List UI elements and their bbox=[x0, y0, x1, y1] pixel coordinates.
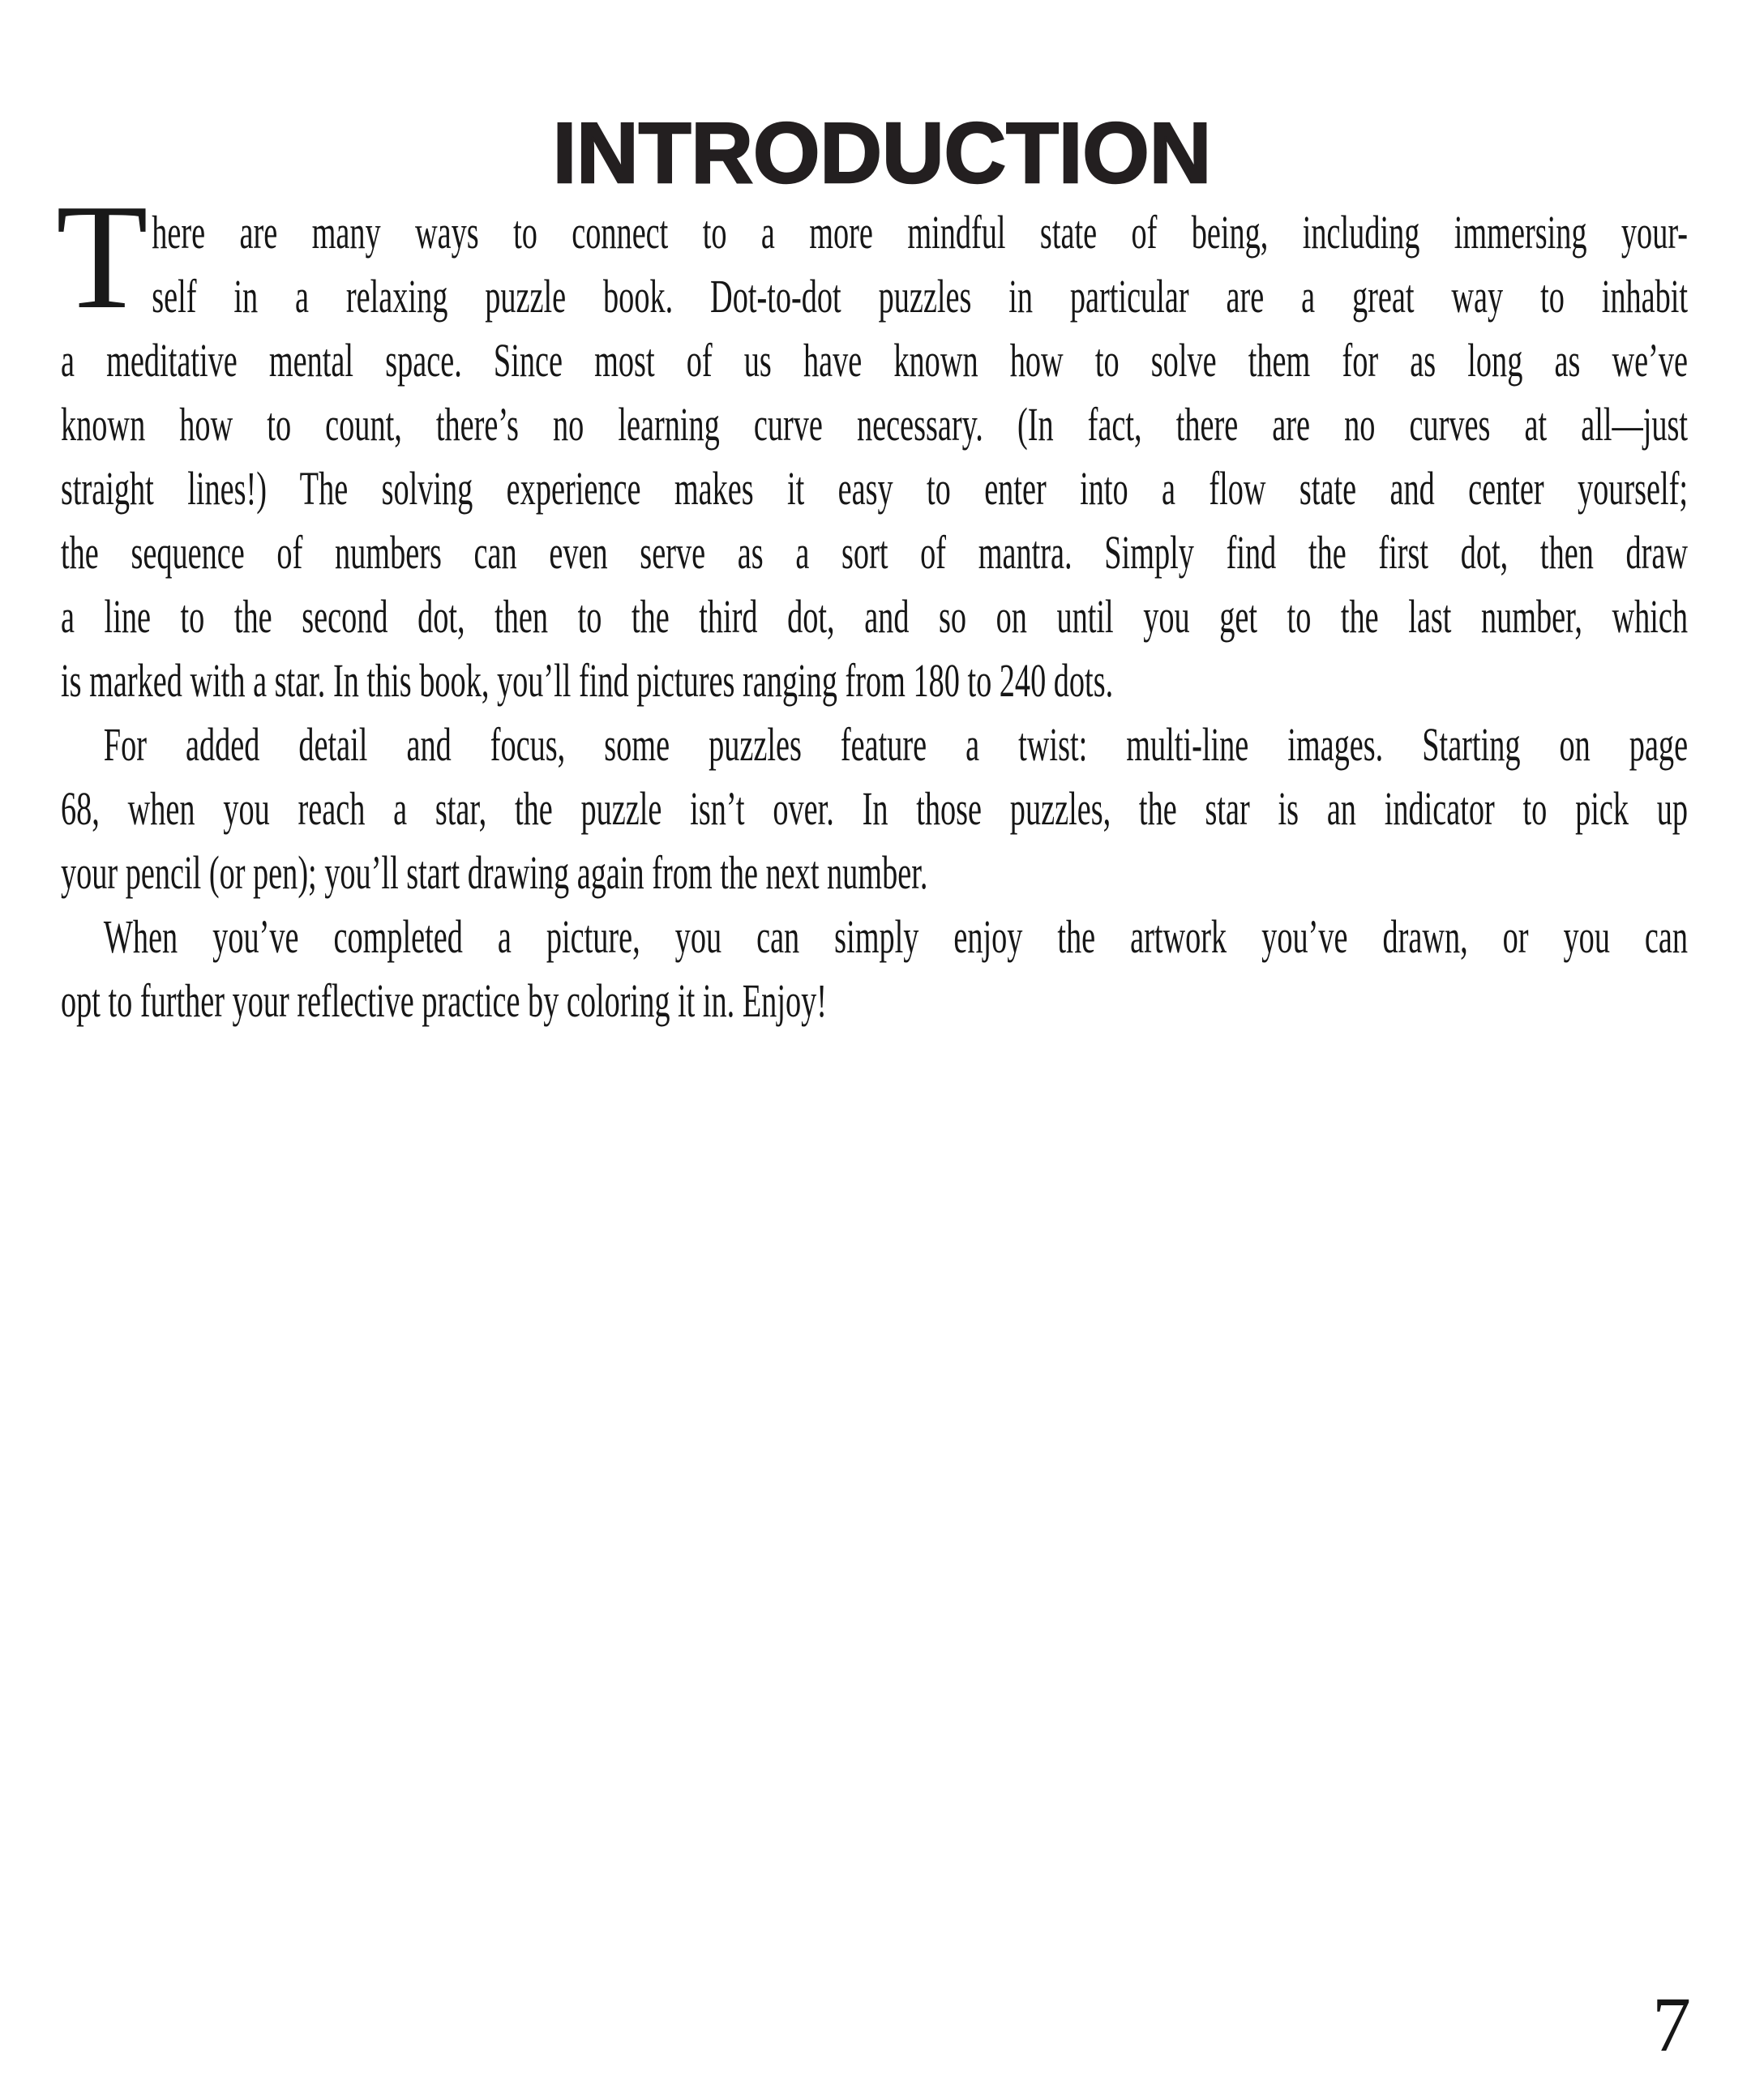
body-line: opt to further your reflective practice by coloring it in. Enjoy! bbox=[61, 974, 827, 1027]
body-line: a line to the second dot, then to the third dot, and so on until you get to the last number, which bbox=[61, 590, 1689, 643]
body-line: your pencil (or pen); you’ll start drawing again from the next number. bbox=[61, 846, 928, 899]
body-line: known how to count, there’s no learning curve necessary. (In fact, there are no curves at all—just bbox=[61, 398, 1689, 451]
body-line: a meditative mental space. Since most of us have known how to solve them for as long as we’ve bbox=[61, 334, 1689, 387]
body-line: is marked with a star. In this book, you’ll find pictures ranging from 180 to 240 dots. bbox=[61, 654, 1114, 707]
body-line: self in a relaxing puzzle book. Dot-to-dot puzzles in particular are a great way to inhabit bbox=[152, 270, 1689, 323]
drop-cap-letter: T bbox=[56, 173, 148, 340]
page-number: 7 bbox=[1652, 1981, 1691, 2068]
body-text bbox=[61, 200, 1688, 1033]
body-line: For added detail and focus, some puzzles feature a twist: multi-line images. Starting on page bbox=[103, 718, 1689, 771]
body-line: When you’ve completed a picture, you can simply enjoy the artwork you’ve drawn, or you can bbox=[103, 910, 1689, 963]
page-title: INTRODUCTION bbox=[552, 105, 1212, 202]
body-line: 68, when you reach a star, the puzzle isn’t over. In those puzzles, the star is an indicator to pick up bbox=[61, 782, 1689, 835]
body-line: here are many ways to connect to a more mindful state of being, including immersing your- bbox=[152, 206, 1689, 259]
body-line: the sequence of numbers can even serve as a sort of mantra. Simply find the first dot, then draw bbox=[61, 526, 1689, 579]
body-line: straight lines!) The solving experience makes it easy to enter into a flow state and center yourself; bbox=[61, 462, 1689, 515]
